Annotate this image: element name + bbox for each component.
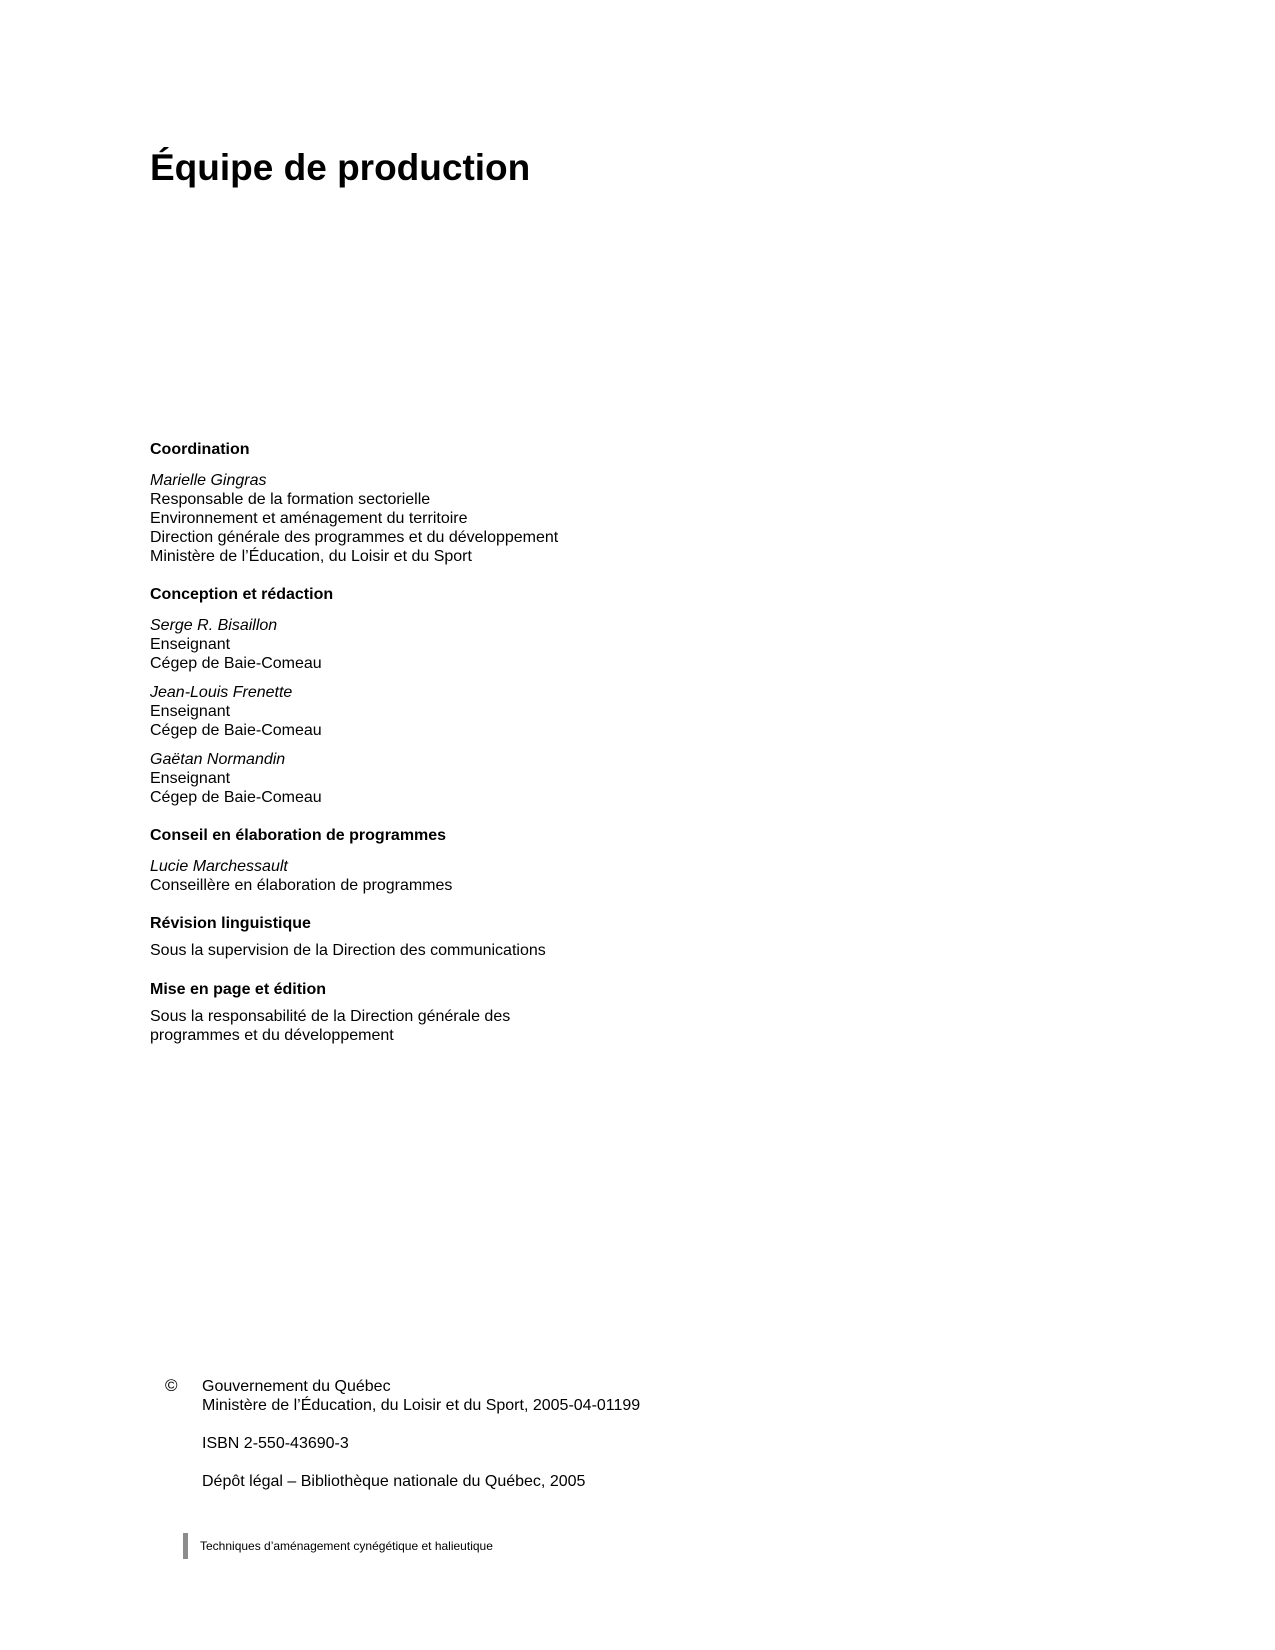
person-ministry: Ministère de l’Éducation, du Loisir et du Sport <box>150 548 472 565</box>
revision-text: Sous la supervision de la Direction des communications <box>150 942 546 959</box>
section-heading-conception: Conception et rédaction <box>150 586 334 603</box>
footer-bar <box>183 1533 188 1559</box>
page-title: Équipe de production <box>150 147 531 188</box>
section-heading-conseil: Conseil en élaboration de programmes <box>150 827 447 844</box>
section-heading-revision: Révision linguistique <box>150 915 311 932</box>
section-conseil <box>150 826 750 895</box>
credit-entry <box>150 616 750 673</box>
section-revision <box>150 914 750 960</box>
credit-entry <box>150 683 750 740</box>
copyright-body <box>202 1377 762 1510</box>
copyright-ministry: Ministère de l’Éducation, du Loisir et du Sport, 2005-04-01199 <box>202 1397 641 1414</box>
credit-entry <box>150 857 750 895</box>
person-organization: Cégep de Baie-Comeau <box>150 722 322 739</box>
section-heading-coordination: Coordination <box>150 441 250 458</box>
person-department: Environnement et aménagement du territoire <box>150 510 468 527</box>
footer-title: Techniques d’aménagement cynégétique et halieutique <box>200 1539 493 1553</box>
person-direction: Direction générale des programmes et du développement <box>150 529 559 546</box>
credits-list <box>150 440 750 1045</box>
person-role: Enseignant <box>150 636 231 653</box>
person-name: Serge R. Bisaillon <box>150 617 278 634</box>
person-organization: Cégep de Baie-Comeau <box>150 655 322 672</box>
section-coordination <box>150 440 750 566</box>
legal-deposit: Dépôt légal – Bibliothèque nationale du Québec, 2005 <box>202 1473 586 1490</box>
person-name: Marielle Gingras <box>150 472 267 489</box>
copyright-icon: © <box>165 1376 178 1395</box>
copyright-government: Gouvernement du Québec <box>202 1378 391 1395</box>
person-name: Jean-Louis Frenette <box>150 684 293 701</box>
person-role: Conseillère en élaboration de programmes <box>150 877 453 894</box>
section-mise-en-page <box>150 980 750 1045</box>
page-footer <box>183 1533 493 1559</box>
credit-entry <box>150 471 750 566</box>
section-conception <box>150 585 750 807</box>
person-name: Lucie Marchessault <box>150 858 288 875</box>
copyright-holder <box>202 1377 762 1415</box>
credit-entry <box>150 750 750 807</box>
mise-en-page-text-line: programmes et du développement <box>150 1027 394 1044</box>
person-name: Gaëtan Normandin <box>150 751 286 768</box>
person-organization: Cégep de Baie-Comeau <box>150 789 322 806</box>
person-title: Responsable de la formation sectorielle <box>150 491 431 508</box>
person-role: Enseignant <box>150 770 231 787</box>
person-role: Enseignant <box>150 703 231 720</box>
isbn: ISBN 2-550-43690-3 <box>202 1435 349 1452</box>
mise-en-page-text-line: Sous la responsabilité de la Direction générale des <box>150 1008 511 1025</box>
section-heading-mise-en-page: Mise en page et édition <box>150 981 327 998</box>
